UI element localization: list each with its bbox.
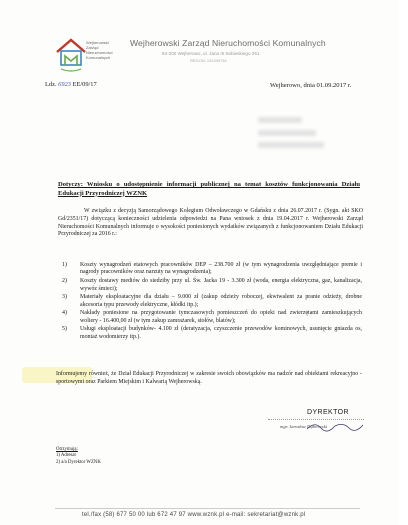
reference-code: EE/09/17: [72, 81, 97, 88]
list-item-text: Materiały eksploatacyjne dla działu – 9.000 zł (zakup odzieży roboczej, ekwiwalent za pranie odzieży, drobne akcesoria typu przewody elektryczne, kłódki itp.);: [80, 294, 362, 308]
list-item-number: 2): [62, 278, 67, 285]
organization-address: 84-200 Wejherowo, ul. Jana III Sobieskiego 251: [162, 51, 260, 56]
list-item: [62, 310, 362, 325]
date-line: Wejherowo, dnia 01.09.2017 r.: [270, 82, 352, 89]
signature-name: mgr. Jarosław Dąbrowski: [280, 424, 328, 429]
list-item: [62, 262, 362, 277]
reference-handwritten: 6923: [58, 81, 71, 88]
redacted-recipient-line: [258, 142, 324, 148]
list-item-text: Koszty dostawy mediów do siedziby przy ul. Św. Jacka 19 - 3.300 zł (woda, energia elektryczna, gaz, kanalizacja, wywóz śmieci);: [80, 278, 362, 292]
distribution-item: 2) a/a Dyrektor WZNK: [56, 459, 101, 465]
list-item-text: Usługi eksploatacji budynków- 4.100 zł (deratyzacja, czyszczenie przewodów kominowych, usunięcie gniazda os, montaż wodomierzy itp.).: [80, 326, 362, 340]
info-paragraph: Informujemy również, że Dział Edukacji Przyrodniczej w zakresie swoich obowiązków ma nadzór nad obiektami rekreacyjno - sportowymi oraz Parkiem Miejskim i Kalwarią Wejherowską.: [56, 371, 362, 385]
list-item: [62, 278, 362, 293]
wznk-logo-icon: [54, 36, 88, 74]
intro-paragraph: W związku z decyzją Samorządowego Kolegium Odwoławczego w Gdańsku z dnia 26.07.2017 r. (Sygn. akt SKO Gd/2351/17) dotyczącą konieczności udzielenia odpowiedzi na Pana wniosek z dnia 19.04.2017 r. Wejherowski Zarząd Nieruchomości Komunalnych informuje o wysokości poniesionych wydatków związanych z funkcjonowaniem Działu Edukacji Przyrodniczej za 2016 r.:: [58, 208, 363, 238]
list-item-text: Koszty wynagrodzeń etatowych pracowników DEP – 238.700 zł (w tym wynagrodzenia uwzględniające premie i nagrody pracowników oraz narzuty na wynagrodzenia);: [80, 262, 362, 276]
list-item-number: 3): [62, 294, 67, 301]
redacted-recipient-line: [258, 117, 302, 123]
signature-title: DYREKTOR: [307, 409, 349, 416]
organization-name: Wejherowski Zarząd Nieruchomości Komunalnych: [130, 38, 326, 48]
reference-number: [45, 81, 97, 88]
list-item-number: 5): [62, 326, 67, 333]
distribution-label: Otrzymują:: [56, 447, 78, 452]
organization-regon: REGON: 191049761: [190, 58, 227, 63]
redacted-recipient-line: [258, 130, 316, 136]
expense-list: [62, 262, 362, 343]
list-item: [62, 294, 362, 309]
reference-prefix: Ldz.: [45, 81, 57, 88]
list-item-number: 1): [62, 262, 67, 268]
distribution-list: [56, 447, 101, 466]
footer-contact: tel./fax (58) 677 50 00 lub 672 47 97 www.wznk.pl e-mail: sekretariat@wznk.pl: [82, 512, 306, 518]
page-edge: [398, 0, 408, 525]
footer-divider: [55, 508, 360, 509]
distribution-item: 1) Adresat: [56, 453, 76, 459]
logo-caption: Wejherowski Zarząd Nieruchomości Komunalnych: [86, 40, 113, 60]
list-item: [62, 326, 362, 341]
list-item-text: Nakłady poniesione na przygotowanie tymczasowych pomieszczeń do opieki nad zwierzętami zamieszkujących woliery - 16.400,00 zł (w tym zakup zamrażarek, stołów, blatów);: [80, 310, 362, 324]
list-item-number: 4): [62, 310, 67, 317]
subject-line: Dotyczy: Wniosku o udostępnienie informacji publicznej na temat kosztów funkcjonowania Działu Edukacji Przyrodniczej WZNK: [58, 181, 360, 197]
